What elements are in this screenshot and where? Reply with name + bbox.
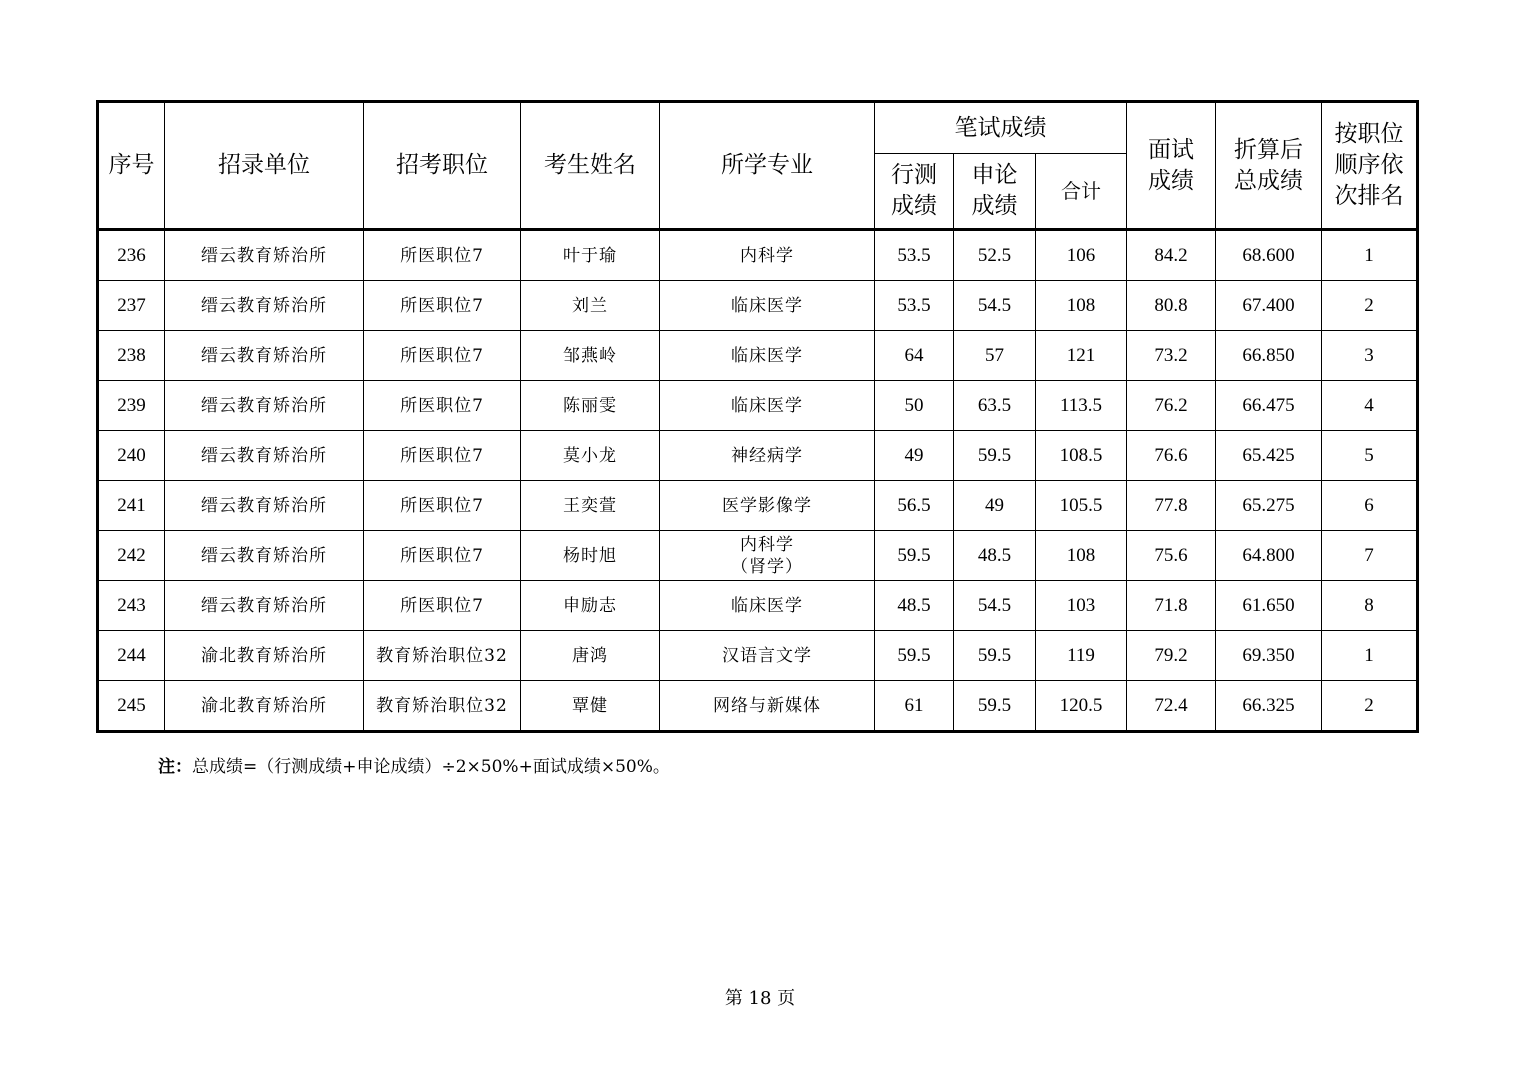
cell-name: 覃健 bbox=[521, 681, 660, 732]
cell-unit: 缙云教育矫治所 bbox=[165, 581, 364, 631]
header-xc bbox=[875, 154, 954, 230]
cell-major: 汉语言文学 bbox=[660, 631, 875, 681]
cell-interview: 73.2 bbox=[1127, 331, 1216, 381]
cell-xc: 56.5 bbox=[875, 481, 954, 531]
cell-rank: 8 bbox=[1322, 581, 1418, 631]
table-row bbox=[98, 681, 1418, 732]
cell-sl: 59.5 bbox=[954, 681, 1036, 732]
score-table bbox=[96, 100, 1419, 733]
cell-final: 65.275 bbox=[1216, 481, 1322, 531]
cell-seq: 237 bbox=[98, 281, 165, 331]
cell-sl: 48.5 bbox=[954, 531, 1036, 581]
header-name: 考生姓名 bbox=[521, 102, 660, 230]
header-sl-text: 申论成绩 bbox=[971, 162, 1018, 219]
footnote bbox=[158, 756, 670, 778]
cell-seq: 241 bbox=[98, 481, 165, 531]
cell-final: 61.650 bbox=[1216, 581, 1322, 631]
cell-sl: 49 bbox=[954, 481, 1036, 531]
cell-interview: 80.8 bbox=[1127, 281, 1216, 331]
cell-final: 66.325 bbox=[1216, 681, 1322, 732]
cell-total: 103 bbox=[1036, 581, 1127, 631]
cell-rank: 2 bbox=[1322, 681, 1418, 732]
cell-interview: 79.2 bbox=[1127, 631, 1216, 681]
cell-position: 教育矫治职位32 bbox=[364, 681, 521, 732]
cell-sl: 54.5 bbox=[954, 581, 1036, 631]
cell-name: 王奕萱 bbox=[521, 481, 660, 531]
header-unit: 招录单位 bbox=[165, 102, 364, 230]
cell-total: 105.5 bbox=[1036, 481, 1127, 531]
cell-unit: 渝北教育矫治所 bbox=[165, 681, 364, 732]
cell-total: 113.5 bbox=[1036, 381, 1127, 431]
cell-xc: 59.5 bbox=[875, 531, 954, 581]
cell-major: 网络与新媒体 bbox=[660, 681, 875, 732]
major-line-1: 内科学 bbox=[740, 534, 794, 555]
header-interview-text: 面试成绩 bbox=[1148, 136, 1194, 194]
cell-unit: 渝北教育矫治所 bbox=[165, 631, 364, 681]
cell-seq: 244 bbox=[98, 631, 165, 681]
footnote-text: 总成绩=（行测成绩+申论成绩）÷2×50%+面试成绩×50%。 bbox=[192, 757, 670, 777]
cell-xc: 61 bbox=[875, 681, 954, 732]
header-written-score: 笔试成绩 bbox=[875, 102, 1127, 154]
header-xc-text: 行测成绩 bbox=[891, 162, 937, 219]
cell-position: 所医职位7 bbox=[364, 331, 521, 381]
cell-major: 医学影像学 bbox=[660, 481, 875, 531]
cell-position: 所医职位7 bbox=[364, 581, 521, 631]
cell-final: 68.600 bbox=[1216, 230, 1322, 281]
cell-unit: 缙云教育矫治所 bbox=[165, 331, 364, 381]
cell-unit: 缙云教育矫治所 bbox=[165, 481, 364, 531]
cell-xc: 64 bbox=[875, 331, 954, 381]
cell-seq: 239 bbox=[98, 381, 165, 431]
cell-seq: 242 bbox=[98, 531, 165, 581]
cell-rank: 7 bbox=[1322, 531, 1418, 581]
cell-final: 64.800 bbox=[1216, 531, 1322, 581]
table-row bbox=[98, 631, 1418, 681]
cell-interview: 71.8 bbox=[1127, 581, 1216, 631]
table-row bbox=[98, 431, 1418, 481]
page-number: 第 18 页 bbox=[724, 988, 796, 1009]
table-row bbox=[98, 381, 1418, 431]
cell-xc: 50 bbox=[875, 381, 954, 431]
cell-xc: 53.5 bbox=[875, 281, 954, 331]
cell-rank: 2 bbox=[1322, 281, 1418, 331]
table-row bbox=[98, 281, 1418, 331]
cell-rank: 1 bbox=[1322, 631, 1418, 681]
header-seq: 序号 bbox=[98, 102, 165, 230]
header-interview bbox=[1127, 102, 1216, 230]
cell-major: 临床医学 bbox=[660, 581, 875, 631]
cell-unit: 缙云教育矫治所 bbox=[165, 531, 364, 581]
cell-total: 119 bbox=[1036, 631, 1127, 681]
header-major: 所学专业 bbox=[660, 102, 875, 230]
cell-rank: 5 bbox=[1322, 431, 1418, 481]
cell-final: 65.425 bbox=[1216, 431, 1322, 481]
cell-position: 所医职位7 bbox=[364, 230, 521, 281]
table-row bbox=[98, 331, 1418, 381]
header-rank-text: 按职位顺序依次排名 bbox=[1334, 121, 1404, 209]
cell-unit: 缙云教育矫治所 bbox=[165, 381, 364, 431]
cell-position: 所医职位7 bbox=[364, 281, 521, 331]
cell-seq: 245 bbox=[98, 681, 165, 732]
cell-unit: 缙云教育矫治所 bbox=[165, 281, 364, 331]
cell-seq: 240 bbox=[98, 431, 165, 481]
cell-major: 临床医学 bbox=[660, 281, 875, 331]
cell-name: 申励志 bbox=[521, 581, 660, 631]
header-rank bbox=[1322, 102, 1418, 230]
cell-total: 108 bbox=[1036, 531, 1127, 581]
cell-final: 66.850 bbox=[1216, 331, 1322, 381]
cell-unit: 缙云教育矫治所 bbox=[165, 230, 364, 281]
cell-name: 叶于瑜 bbox=[521, 230, 660, 281]
cell-interview: 76.2 bbox=[1127, 381, 1216, 431]
cell-name: 陈丽雯 bbox=[521, 381, 660, 431]
cell-name: 唐鸿 bbox=[521, 631, 660, 681]
cell-position: 所医职位7 bbox=[364, 481, 521, 531]
table-header bbox=[98, 102, 1418, 230]
cell-interview: 76.6 bbox=[1127, 431, 1216, 481]
cell-major: 内科学 bbox=[660, 230, 875, 281]
cell-final: 69.350 bbox=[1216, 631, 1322, 681]
cell-total: 120.5 bbox=[1036, 681, 1127, 732]
cell-xc: 49 bbox=[875, 431, 954, 481]
cell-name: 杨时旭 bbox=[521, 531, 660, 581]
header-total: 合计 bbox=[1036, 154, 1127, 230]
cell-sl: 59.5 bbox=[954, 431, 1036, 481]
cell-sl: 52.5 bbox=[954, 230, 1036, 281]
cell-total: 106 bbox=[1036, 230, 1127, 281]
cell-total: 121 bbox=[1036, 331, 1127, 381]
cell-rank: 3 bbox=[1322, 331, 1418, 381]
cell-position: 所医职位7 bbox=[364, 531, 521, 581]
table-row bbox=[98, 230, 1418, 281]
cell-interview: 72.4 bbox=[1127, 681, 1216, 732]
cell-major: 临床医学 bbox=[660, 381, 875, 431]
cell-rank: 6 bbox=[1322, 481, 1418, 531]
cell-seq: 236 bbox=[98, 230, 165, 281]
cell-final: 67.400 bbox=[1216, 281, 1322, 331]
cell-position: 所医职位7 bbox=[364, 431, 521, 481]
table-row bbox=[98, 531, 1418, 581]
cell-interview: 77.8 bbox=[1127, 481, 1216, 531]
cell-interview: 75.6 bbox=[1127, 531, 1216, 581]
cell-xc: 53.5 bbox=[875, 230, 954, 281]
cell-seq: 238 bbox=[98, 331, 165, 381]
cell-rank: 4 bbox=[1322, 381, 1418, 431]
cell-name: 莫小龙 bbox=[521, 431, 660, 481]
header-position: 招考职位 bbox=[364, 102, 521, 230]
table-row bbox=[98, 481, 1418, 531]
cell-sl: 54.5 bbox=[954, 281, 1036, 331]
cell-position: 教育矫治职位32 bbox=[364, 631, 521, 681]
cell-xc: 59.5 bbox=[875, 631, 954, 681]
cell-position: 所医职位7 bbox=[364, 381, 521, 431]
table-body bbox=[98, 230, 1418, 732]
cell-unit: 缙云教育矫治所 bbox=[165, 431, 364, 481]
footnote-label: 注： bbox=[158, 757, 192, 777]
cell-sl: 59.5 bbox=[954, 631, 1036, 681]
cell-major: 神经病学 bbox=[660, 431, 875, 481]
cell-total: 108 bbox=[1036, 281, 1127, 331]
cell-interview: 84.2 bbox=[1127, 230, 1216, 281]
major-line-2: （肾学） bbox=[731, 556, 803, 577]
cell-sl: 57 bbox=[954, 331, 1036, 381]
cell-xc: 48.5 bbox=[875, 581, 954, 631]
header-sl bbox=[954, 154, 1036, 230]
cell-sl: 63.5 bbox=[954, 381, 1036, 431]
cell-rank: 1 bbox=[1322, 230, 1418, 281]
table-row bbox=[98, 581, 1418, 631]
header-final-text: 折算后总成绩 bbox=[1234, 136, 1303, 194]
cell-final: 66.475 bbox=[1216, 381, 1322, 431]
cell-name: 刘兰 bbox=[521, 281, 660, 331]
cell-total: 108.5 bbox=[1036, 431, 1127, 481]
header-final bbox=[1216, 102, 1322, 230]
cell-major bbox=[660, 531, 875, 581]
major-multiline bbox=[731, 534, 803, 578]
cell-major: 临床医学 bbox=[660, 331, 875, 381]
cell-seq: 243 bbox=[98, 581, 165, 631]
cell-name: 邹燕岭 bbox=[521, 331, 660, 381]
